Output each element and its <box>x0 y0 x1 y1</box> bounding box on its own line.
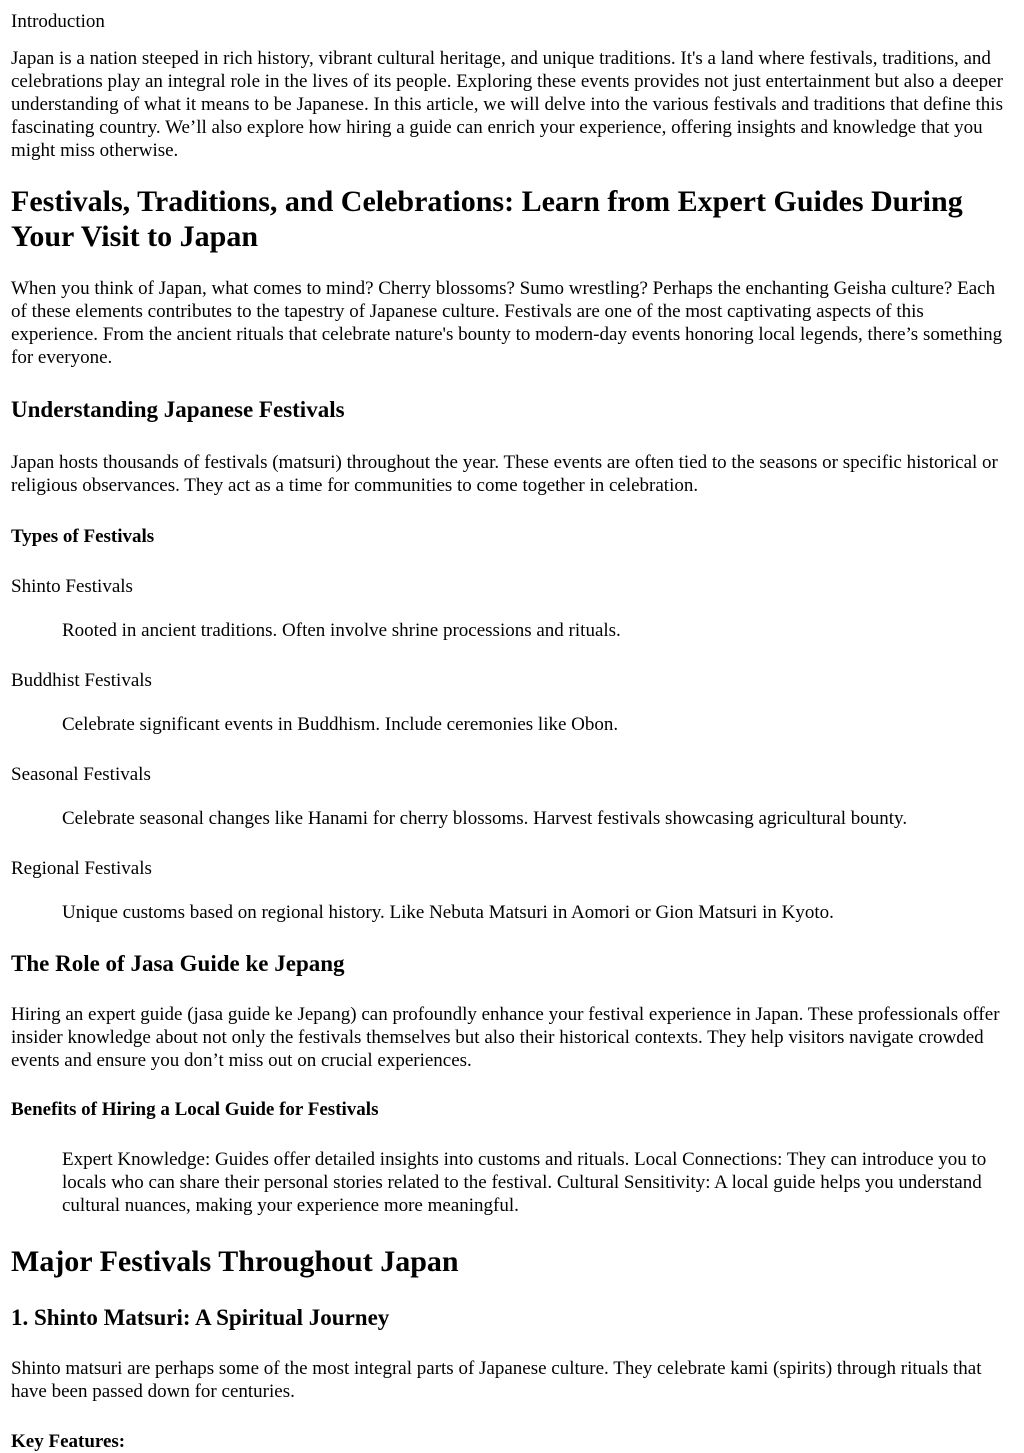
festival-type-term: Regional Festivals <box>11 858 152 879</box>
role-paragraph: Hiring an expert guide (jasa guide ke Jepang) can profoundly enhance your festival experience in Japan. These professionals offer insider knowledge about not only the festivals themselves but also their historical contexts. They help visitors navigate crowded events and ensure you don’t miss out on crucial experiences. <box>11 1004 1000 1071</box>
festival-type-description: Rooted in ancient traditions. Often involve shrine processions and rituals. <box>62 620 621 641</box>
festival-type-term: Shinto Festivals <box>11 576 133 597</box>
festival-type-description: Unique customs based on regional history. Like Nebuta Matsuri in Aomori or Gion Matsuri in Kyoto. <box>62 902 834 923</box>
intro-label: Introduction <box>11 11 105 32</box>
festival-type-description: Celebrate seasonal changes like Hanami for cherry blossoms. Harvest festivals showcasing agricultural bounty. <box>62 808 908 829</box>
key-features-heading: Key Features: <box>11 1431 126 1452</box>
role-heading: The Role of Jasa Guide ke Jepang <box>11 951 345 976</box>
shinto-matsuri-heading: 1. Shinto Matsuri: A Spiritual Journey <box>11 1305 390 1330</box>
types-heading: Types of Festivals <box>11 526 155 547</box>
understanding-paragraph: Japan hosts thousands of festivals (matsuri) throughout the year. These events are often tied to the seasons or specific historical or religious observances. They act as a time for communities to come together in celebration. <box>11 452 998 496</box>
benefits-text: Expert Knowledge: Guides offer detailed insights into customs and rituals. Local Connections: They can introduce you to locals who can share their personal stories related to the festival. Cultural Sensitivity: A local guide helps you understand cultural nuances, making your experience more meaningful. <box>62 1149 987 1216</box>
festival-type-description: Celebrate significant events in Buddhism. Include ceremonies like Obon. <box>62 714 619 735</box>
shinto-matsuri-paragraph: Shinto matsuri are perhaps some of the most integral parts of Japanese culture. They celebrate kami (spirits) through rituals that have been passed down for centuries. <box>11 1358 982 1402</box>
festival-types-list <box>11 575 1013 924</box>
think-paragraph: When you think of Japan, what comes to mind? Cherry blossoms? Sumo wrestling? Perhaps the enchanting Geisha culture? Each of these elements contributes to the tapestry of Japanese culture. Festivals are one of the most captivating aspects of this experience. From the ancient rituals that celebrate nature's bounty to modern-day events honoring local legends, there’s something for everyone. <box>11 278 1003 368</box>
benefits-heading: Benefits of Hiring a Local Guide for Festivals <box>11 1099 379 1120</box>
understanding-heading: Understanding Japanese Festivals <box>11 397 345 422</box>
major-festivals-heading: Major Festivals Throughout Japan <box>11 1245 459 1278</box>
festival-type-term: Buddhist Festivals <box>11 670 152 691</box>
main-heading: Festivals, Traditions, and Celebrations: Learn from Expert Guides During Your Visit to Japan <box>11 185 963 253</box>
festival-type-term: Seasonal Festivals <box>11 764 151 785</box>
intro-paragraph: Japan is a nation steeped in rich history, vibrant cultural heritage, and unique traditions. It's a land where festivals, traditions, and celebrations play an integral role in the lives of its people. Exploring these events provides not just entertainment but also a deeper understanding of what it means to be Japanese. In this article, we will delve into the various festivals and traditions that define this fascinating country. We’ll also explore how hiring a guide can enrich your experience, offering insights and knowledge that you might miss otherwise. <box>11 48 1003 161</box>
